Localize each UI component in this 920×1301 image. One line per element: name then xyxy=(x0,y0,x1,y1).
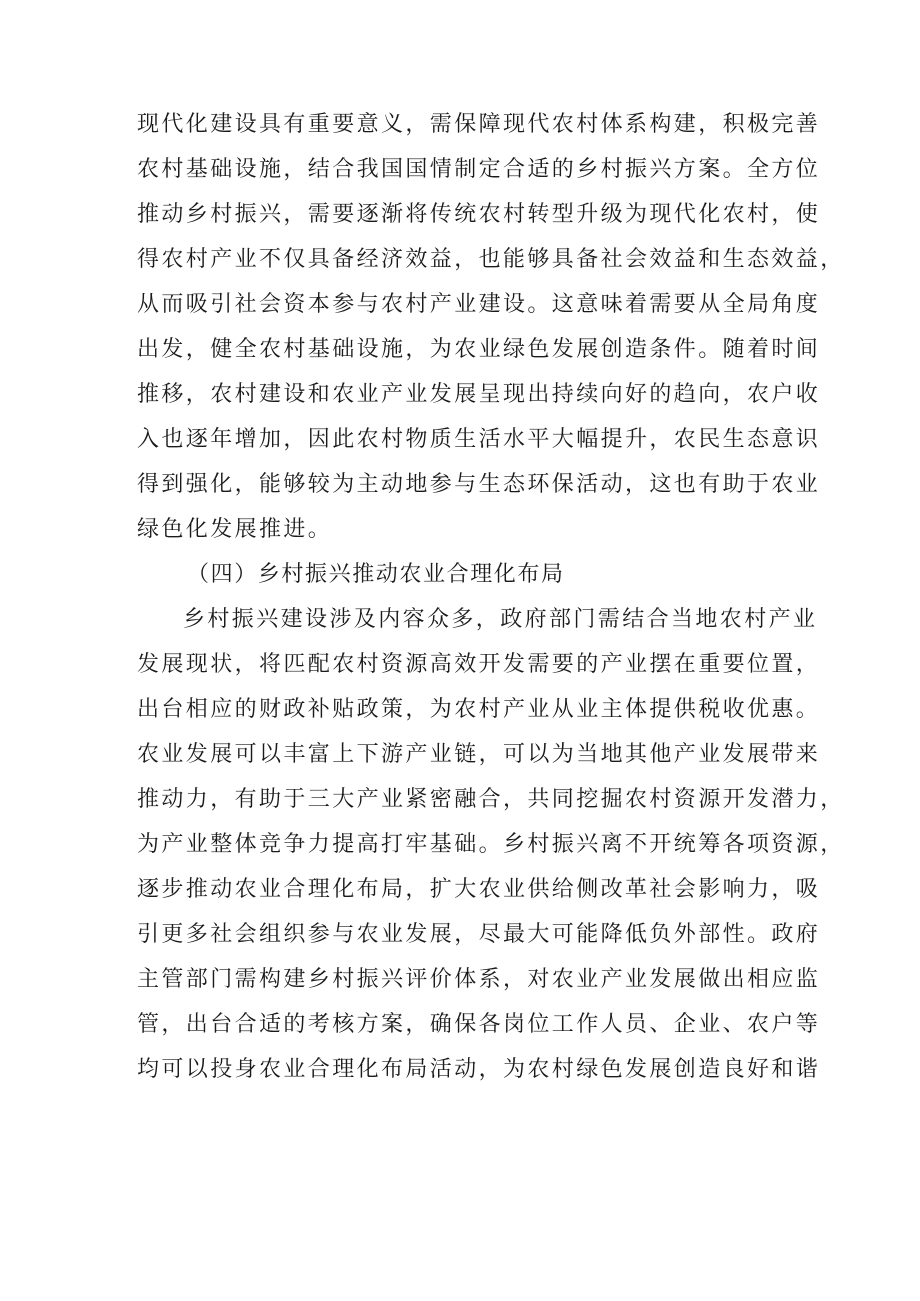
paragraph-line: 推动乡村振兴，需要逐渐将传统农村转型升级为现代化农村，使 xyxy=(137,202,821,227)
paragraph-line: 出台相应的财政补贴政策，为农村产业从业主体提供税收优惠。 xyxy=(137,697,821,722)
paragraph-line: 推动力，有助于三大产业紧密融合，共同挖掘农村资源开发潜力， xyxy=(137,787,845,812)
paragraph-line: 出发，健全农村基础设施，为农业绿色发展创造条件。随着时间 xyxy=(137,337,821,362)
paragraph-line: 农业发展可以丰富上下游产业链，可以为当地其他产业发展带来 xyxy=(137,742,821,767)
paragraph-line: 为产业整体竞争力提高打牢基础。乡村振兴离不开统筹各项资源， xyxy=(137,832,845,857)
paragraph-line: 主管部门需构建乡村振兴评价体系，对农业产业发展做出相应监 xyxy=(137,967,821,992)
paragraph-line: 引更多社会组织参与农业发展，尽最大可能降低负外部性。政府 xyxy=(137,922,821,947)
paragraph-line: 乡村振兴建设涉及内容众多，政府部门需结合当地农村产业 xyxy=(183,607,818,632)
paragraph-line: 逐步推动农业合理化布局，扩大农业供给侧改革社会影响力，吸 xyxy=(137,877,821,902)
paragraph-line: 均可以投身农业合理化布局活动，为农村绿色发展创造良好和谐 xyxy=(137,1057,821,1082)
paragraph-line: 入也逐年增加，因此农村物质生活水平大幅提升，农民生态意识 xyxy=(137,427,821,452)
paragraph-line: 绿色化发展推进。 xyxy=(137,517,333,542)
paragraph-line: 现代化建设具有重要意义，需保障现代农村体系构建，积极完善 xyxy=(137,112,821,137)
paragraph-line: 从而吸引社会资本参与农村产业建设。这意味着需要从全局角度 xyxy=(137,292,821,317)
paragraph-line: 得农村产业不仅具备经济效益，也能够具备社会效益和生态效益， xyxy=(137,247,845,272)
section-heading: （四）乡村振兴推动农业合理化布局 xyxy=(187,562,565,587)
paragraph-line: 推移，农村建设和农业产业发展呈现出持续向好的趋向，农户收 xyxy=(137,382,821,407)
paragraph-line: 农村基础设施，结合我国国情制定合适的乡村振兴方案。全方位 xyxy=(137,157,821,182)
paragraph-line: 管，出台合适的考核方案，确保各岗位工作人员、企业、农户等 xyxy=(137,1012,821,1037)
paragraph-line: 得到强化，能够较为主动地参与生态环保活动，这也有助于农业 xyxy=(137,472,821,497)
paragraph-line: 发展现状，将匹配农村资源高效开发需要的产业摆在重要位置， xyxy=(137,652,821,677)
